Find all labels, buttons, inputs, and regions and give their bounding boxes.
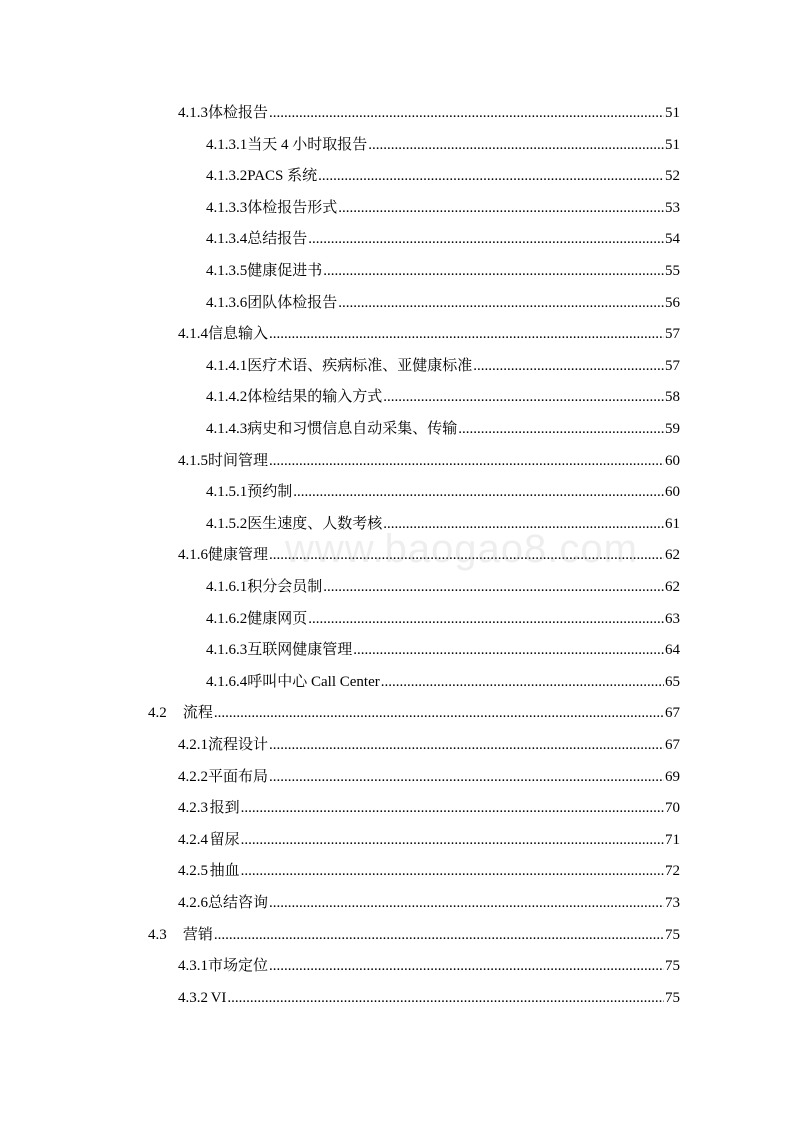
toc-entry-title: 留尿 [209, 831, 240, 848]
toc-entry-title: 呼叫中心 Call Center [247, 673, 380, 690]
toc-entry-page: 62 [665, 579, 680, 595]
toc-entry-title: 健康促进书 [247, 263, 323, 279]
toc-entry-page: 71 [665, 831, 680, 848]
toc-dot-leader [383, 387, 664, 407]
toc-entry-page: 75 [665, 989, 680, 1006]
toc-entry[interactable] [178, 861, 680, 881]
toc-entry-title: 积分会员制 [247, 579, 323, 595]
toc-entry-number: 4.1.3.2 [206, 168, 248, 185]
toc-dot-leader [353, 640, 664, 660]
toc-entry[interactable] [206, 356, 680, 376]
toc-entry-number: 4.1.5 [178, 452, 208, 469]
toc-entry-page: 57 [665, 326, 680, 343]
toc-entry[interactable] [148, 703, 680, 723]
toc-entry-number: 4.3 [148, 926, 167, 943]
toc-entry-title: 报到 [209, 800, 240, 817]
toc-entry-number: 4.1.3 [178, 105, 208, 121]
toc-entry[interactable] [178, 545, 680, 565]
toc-entry-number: 4.1.3.6 [206, 294, 248, 311]
toc-entry-number: 4.3.1 [178, 958, 208, 975]
toc-dot-leader [241, 861, 664, 881]
toc-entry-page: 63 [665, 610, 680, 627]
toc-entry-page: 60 [665, 484, 680, 501]
toc-entry-number: 4.1.6 [178, 547, 208, 564]
toc-entry-page: 73 [665, 895, 680, 911]
toc-dot-leader [383, 514, 664, 534]
toc-dot-leader [269, 324, 664, 344]
toc-entry-number: 4.2.6 [178, 895, 208, 911]
toc-entry-page: 51 [665, 136, 680, 153]
toc-entry-page: 70 [665, 800, 680, 817]
toc-entry-title: 预约制 [247, 484, 293, 501]
toc-dot-leader [269, 956, 664, 976]
toc-entry[interactable] [178, 324, 680, 344]
toc-dot-leader [269, 451, 664, 471]
toc-entry-page: 67 [665, 705, 680, 722]
toc-entry-title: 时间管理 [208, 452, 269, 469]
toc-entry[interactable] [206, 261, 680, 281]
toc-entry-page: 62 [665, 547, 680, 564]
toc-entry-title: 医生速度、人数考核 [247, 515, 383, 532]
toc-entry-title: 互联网健康管理 [247, 642, 353, 659]
toc-entry-page: 57 [665, 357, 680, 374]
toc-entry[interactable] [206, 229, 680, 249]
toc-entry[interactable] [206, 577, 680, 597]
toc-dot-leader [241, 798, 664, 818]
toc-entry-page: 59 [665, 421, 680, 437]
toc-dot-leader [381, 672, 664, 692]
toc-entry-title: PACS 系统 [247, 168, 318, 185]
toc-dot-leader [318, 166, 664, 186]
toc-entry-title: 营销 [182, 926, 213, 943]
toc-dot-leader [293, 482, 664, 502]
toc-entry-title: 当天 4 小时取报告 [247, 136, 368, 153]
toc-dot-leader [308, 609, 664, 629]
toc-entry-number: 4.1.6.2 [206, 610, 248, 627]
toc-entry-number: 4.1.4.1 [206, 357, 248, 374]
toc-entry[interactable] [178, 451, 680, 471]
toc-dot-leader [214, 925, 664, 945]
toc-dot-leader [269, 767, 664, 787]
toc-entry-number: 4.1.6.4 [206, 673, 248, 690]
toc-entry[interactable] [206, 640, 680, 660]
toc-dot-leader [269, 103, 664, 123]
toc-entry-page: 65 [665, 673, 680, 690]
toc-entry-page: 72 [665, 863, 680, 880]
toc-entry-number: 4.2.3 [178, 800, 208, 817]
toc-entry[interactable] [206, 609, 680, 629]
toc-entry-number: 4.2.4 [178, 831, 208, 848]
toc-dot-leader [458, 419, 664, 439]
toc-entry-page: 52 [665, 168, 680, 185]
toc-entry[interactable] [178, 893, 680, 913]
toc-entry-page: 61 [665, 515, 680, 532]
toc-entry-number: 4.1.3.4 [206, 231, 248, 248]
toc-entry-page: 53 [665, 199, 680, 216]
toc-entry-number: 4.1.3.1 [206, 136, 248, 153]
toc-entry[interactable] [178, 735, 680, 755]
toc-dot-leader [473, 356, 664, 376]
toc-dot-leader [368, 135, 664, 155]
toc-entry-title: 总结报告 [247, 231, 308, 248]
toc-entry-page: 75 [665, 958, 680, 975]
toc-entry-title: 抽血 [209, 863, 240, 880]
toc-entry-page: 58 [665, 389, 680, 406]
toc-entry-page: 60 [665, 452, 680, 469]
toc-entry[interactable] [178, 798, 680, 818]
toc-entry-page: 67 [665, 737, 680, 753]
toc-entry[interactable] [178, 956, 680, 976]
toc-entry-number: 4.2.5 [178, 863, 208, 880]
toc-entry-title: 病史和习惯信息自动采集、传输 [247, 421, 458, 437]
toc-entry-title: 体检报告形式 [247, 199, 338, 216]
toc-entry-number: 4.2.2 [178, 768, 208, 785]
toc-entry-title: 健康管理 [208, 547, 269, 564]
toc-entry[interactable] [206, 166, 680, 186]
toc-dot-leader [227, 988, 664, 1008]
toc-entry[interactable] [178, 830, 680, 850]
toc-entry-title: 流程 [182, 705, 213, 722]
toc-entry-title: VI [210, 989, 227, 1006]
toc-entry[interactable] [148, 925, 680, 945]
toc-entry-page: 54 [665, 231, 680, 248]
toc-dot-leader [338, 198, 664, 218]
toc-entry[interactable] [206, 672, 680, 692]
toc-entry-title: 信息输入 [208, 326, 269, 343]
toc-dot-leader [308, 229, 664, 249]
toc-entry-number: 4.1.3.3 [206, 199, 248, 216]
toc-dot-leader [269, 735, 664, 755]
toc-entry-number: 4.1.5.2 [206, 515, 248, 532]
toc-entry-number: 4.1.5.1 [206, 484, 248, 501]
toc-entry[interactable] [206, 293, 680, 313]
toc-entry[interactable] [178, 988, 680, 1008]
toc-entry-number: 4.1.6.1 [206, 579, 248, 595]
toc-entry-page: 75 [665, 926, 680, 943]
watermark: www.baogao8.com [285, 527, 638, 571]
toc-entry-title: 团队体检报告 [247, 294, 338, 311]
toc-entry-number: 4.3.2 [178, 989, 208, 1006]
toc-entry-number: 4.1.4.3 [206, 421, 248, 437]
toc-entry[interactable] [206, 387, 680, 407]
toc-entry-title: 流程设计 [208, 737, 269, 753]
toc-entry-title: 平面布局 [208, 768, 269, 785]
toc-entry[interactable] [178, 103, 680, 123]
toc-entry-title: 市场定位 [208, 958, 269, 975]
toc-dot-leader [214, 703, 664, 723]
toc-entry[interactable] [206, 482, 680, 502]
toc-dot-leader [338, 293, 664, 313]
toc-dot-leader [269, 545, 664, 565]
toc-entry[interactable] [206, 198, 680, 218]
toc-entry-number: 4.1.3.5 [206, 263, 248, 279]
toc-dot-leader [323, 577, 664, 597]
toc-dot-leader [269, 893, 664, 913]
toc-entry-page: 55 [665, 263, 680, 279]
toc-entry-title: 体检结果的输入方式 [247, 389, 383, 406]
toc-entry-number: 4.1.4.2 [206, 389, 248, 406]
toc-entry[interactable] [178, 767, 680, 787]
toc-entry-number: 4.2 [148, 705, 167, 722]
toc-entry-title: 总结咨询 [208, 895, 269, 911]
toc-dot-leader [241, 830, 664, 850]
toc-entry-page: 56 [665, 294, 680, 311]
toc-entry-page: 69 [665, 768, 680, 785]
toc-entry-title: 健康网页 [247, 610, 308, 627]
toc-entry-number: 4.2.1 [178, 737, 208, 753]
toc-entry[interactable] [206, 135, 680, 155]
toc-entry-number: 4.1.4 [178, 326, 208, 343]
toc-entry-page: 64 [665, 642, 680, 659]
toc-entry-title: 医疗术语、疾病标准、亚健康标准 [247, 357, 473, 374]
toc-entry[interactable] [206, 419, 680, 439]
toc-entry-number: 4.1.6.3 [206, 642, 248, 659]
toc-entry-page: 51 [665, 105, 680, 121]
toc-dot-leader [323, 261, 664, 281]
toc-entry-title: 体检报告 [208, 105, 269, 121]
toc-entry[interactable] [206, 514, 680, 534]
